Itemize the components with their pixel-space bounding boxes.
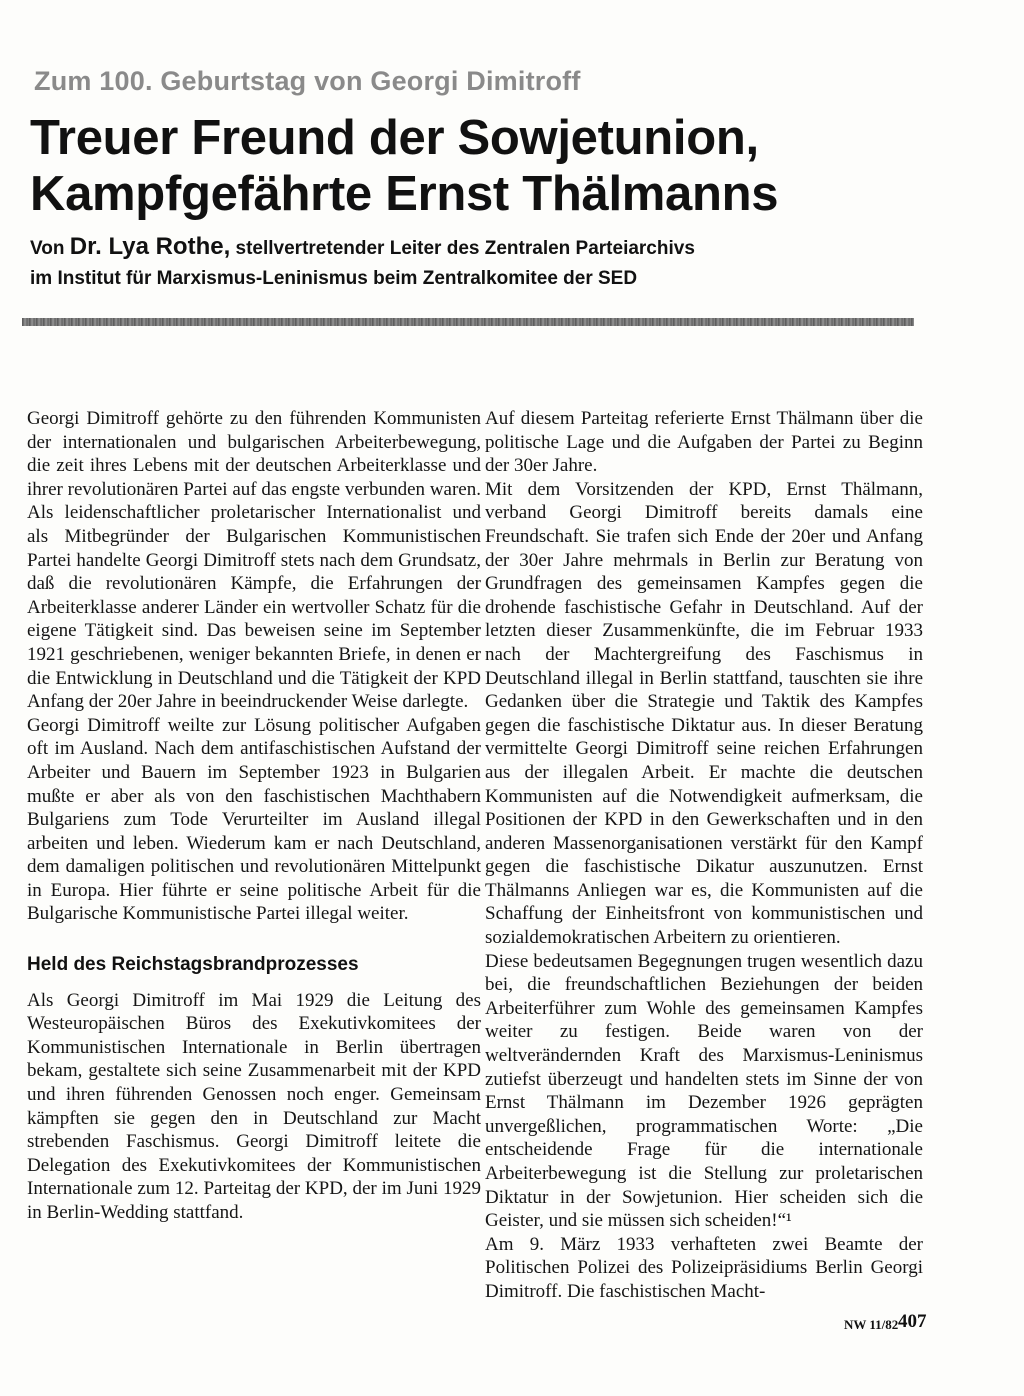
headline-line-1: Treuer Freund der Sowjetunion,	[30, 111, 759, 165]
byline-author: Dr. Lya Rothe,	[69, 233, 231, 260]
right-paragraph-3: Diese bedeutsamen Begegnungen trugen wesentlich dazu bei, die freundschaftlichen Beziehungen der beiden Arbeiterführer zum Wohle des gemeinsamen Kampfes weiter zu festigen. Beide waren von der weltverändernden Kraft des Marxismus-Leninismus zutiefst überzeugt und handelten stets im Sinne der von Ernst Thälmann im Dezember 1926 geprägten unvergeßlichen, programmatischen Worte: „Die entscheidende Frage für die internationale Arbeiterbewegung ist die Stellung zur proletarischen Diktatur in der Sowjetunion. Hier scheiden sich die Geister, und sie müssen sich scheiden!“¹	[485, 950, 923, 1232]
header-divider	[22, 318, 914, 326]
right-paragraph-2: Mit dem Vorsitzenden der KPD, Ernst Thälmann, verband Georgi Dimitroff bereits damals eine Freundschaft. Sie trafen sich Ende der 20er und Anfang der 30er Jahre mehrmals in Berlin zur Beratung von Grundfragen des gemeinsamen Kampfes gegen die drohende faschistische Gefahr in Deutschland. Auf der letzten dieser Zusammenkünfte, die im Februar 1933 nach der Machtergreifung des Faschismus in Deutschland illegal in Berlin stattfand, tauschten sie ihre Gedanken über die Strategie und Taktik des Kampfes gegen die faschistische Diktatur aus. In dieser Beratung vermittelte Georgi Dimitroff seine reichen Erfahrungen aus der illegalen Arbeit. Er machte die deutschen Kommunisten auf die Notwendigkeit aufmerksam, die Positionen der KPD in den Gewerkschaften und in den anderen Massenorganisationen verstärkt für den Kampf gegen die faschistische Dikatur auszunutzen. Ernst Thälmanns Anliegen war es, die Kommunisten auf die Schaffung der Einheitsfront von kommunistischen und sozialdemokratischen Arbeitern zu orientieren.	[485, 478, 923, 949]
left-paragraph-3: Als Georgi Dimitroff im Mai 1929 die Leitung des Westeuropäischen Büros des Exekutivkomitees der Kommunistischen Internationale in Berlin übertragen bekam, gestaltete sich seine Zusammenarbeit mit der KPD und ihren führenden Genossen noch enger. Gemeinsam kämpften sie gegen den in Deutschland zur Macht strebenden Faschismus. Georgi Dimitroff leitete die Delegation des Exekutivkomitees der Kommunistischen Internationale zum 12. Parteitag der KPD, der im Juni 1929 in Berlin-Wedding stattfand.	[27, 989, 481, 1223]
page-footer	[0, 1311, 1024, 1341]
left-paragraph-2: Georgi Dimitroff weilte zur Lösung politischer Aufgaben oft im Ausland. Nach dem antifaschistischen Aufstand der Arbeiter und Bauern im September 1923 in Bulgarien mußte er aber als von den faschistischen Machthabern Bulgariens zum Tode Verurteilter im Ausland illegal arbeiten und leben. Wiederum kam er nach Deutschland, dem damaligen politischen und revolutionären Mittelpunkt in Europa. Hier führte er seine politische Arbeit für die Bulgarische Kommunistische Partei illegal weiter.	[27, 714, 481, 925]
byline-prefix: Von	[30, 238, 70, 259]
byline-line-2: im Institut für Marxismus-Leninismus beim Zentralkomitee der SED	[30, 268, 638, 289]
article-headline	[30, 110, 990, 222]
headline-line-2: Kampfgefährte Ernst Thälmanns	[30, 167, 779, 221]
right-column	[485, 407, 923, 1304]
left-paragraph-1: Georgi Dimitroff gehörte zu den führenden Kommunisten der internationalen und bulgarischen Arbeiterbewegung, die zeit ihres Lebens mit der deutschen Arbeiterklasse und ihrer revolutionären Partei auf das engste verbunden waren. Als leidenschaftlicher proletarischer Internationalist und als Mitbegründer der Bulgarischen Kommunistischen Partei handelte Georgi Dimitroff stets nach dem Grundsatz, daß die revolutionären Kämpfe, die Erfahrungen der Arbeiterklasse anderer Länder ein wertvoller Schatz für die eigene Tätigkeit sind. Das beweisen seine im September 1921 geschriebenen, weniger bekannten Briefe, in denen er die Entwicklung in Deutschland und die Tätigkeit der KPD Anfang der 20er Jahre in beeindruckender Weise darlegte.	[27, 408, 481, 713]
page-number: 407	[898, 1311, 927, 1332]
right-paragraph-4: Am 9. März 1933 verhafteten zwei Beamte der Politischen Polizei des Polizeipräsidiums Berlin Georgi Dimitroff. Die faschistischen Macht-	[485, 1233, 923, 1302]
section-subheading: Held des Reichstagsbrandprozesses	[27, 954, 359, 976]
issue-label: NW 11/82	[844, 1317, 899, 1332]
byline-role: stellvertretender Leiter des Zentralen Parteiarchivs	[230, 238, 695, 259]
right-paragraph-1: Auf diesem Parteitag referierte Ernst Thälmann über die politische Lage und die Aufgaben der Partei zu Beginn der 30er Jahre.	[485, 408, 923, 477]
byline-line-1	[30, 232, 990, 264]
article-byline	[30, 232, 990, 294]
article-kicker: Zum 100. Geburtstag von Georgi Dimitroff	[34, 66, 581, 96]
left-column	[27, 407, 481, 1225]
